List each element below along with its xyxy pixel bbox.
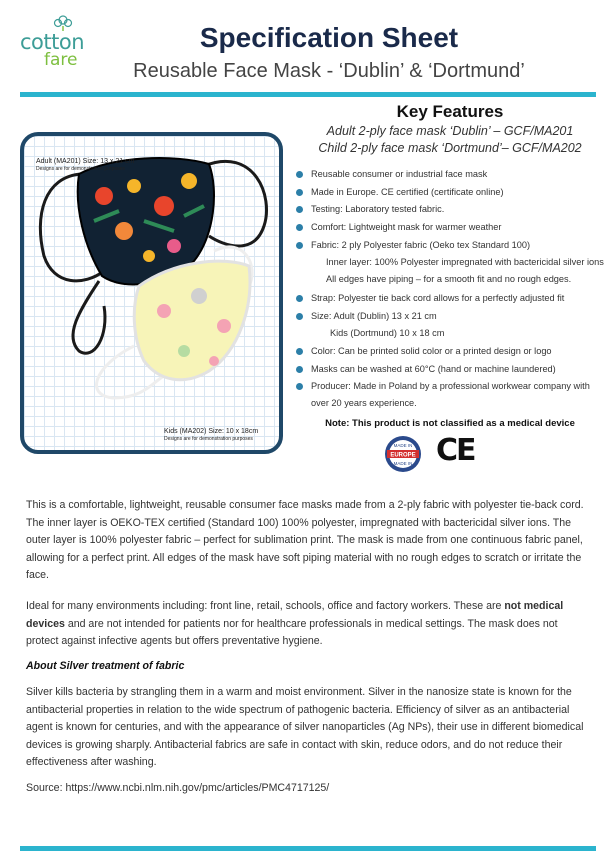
description-paragraph: This is a comfortable, lightweight, reusable consumer face masks made from a 2-ply fabric with polyester tie-back cord. The inner layer is OEKO-TEX certified (Standard 100) 100% polyester, impregnated with bactericidal silver ions. The outer layer is 100% polyester fabric – perfect for sublimation print. The mask is made from one continuous fabric panel, allowing for a perfect print. All edges of the mask have soft piping material with no rough edges to scratch or irritate the face. <box>26 499 584 581</box>
bullet-icon <box>296 295 303 302</box>
bullet-icon <box>296 171 303 178</box>
fabric-inner-layer: Inner layer: 100% Polyester impregnated with bactericidal silver ions <box>326 257 604 267</box>
header-divider <box>20 92 596 97</box>
kids-mask-note: Designs are for demonstration purposes <box>164 436 253 443</box>
fabric-edges: All edges have piping – for a smooth fit and no rough edges. <box>326 274 572 284</box>
badge-mid-text: EUROPE <box>390 452 416 459</box>
silver-paragraph: Silver kills bacteria by strangling them in a warm and moist environment. Silver in the nanosize state is known for the antibacterial properties in relation to the wide spectrum of pathogenic bacteria. Efficiency of silver as an antibacterial agent is known for centuries, and with the appearance of silver nanoparticles (Ag NPs), their use in different biomedical devices is growing sharply. Antibacterial fabrics are safe in contact with skin, reduce odors, and do not reduce their effectiveness after washing. <box>26 686 584 768</box>
size-kids: Kids (Dortmund) 10 x 18 cm <box>330 328 445 338</box>
bullet-icon <box>296 224 303 231</box>
bullet-icon <box>296 383 303 390</box>
silver-heading: About Silver treatment of fabric <box>26 660 185 672</box>
ce-mark: CE <box>436 433 475 468</box>
producer-experience: over 20 years experience. <box>311 398 417 408</box>
usage-paragraph: Ideal for many environments including: front line, retail, schools, office and factory workers. These are not medical devices and are not intended for patients nor for healthcare professionals in medical settings. The mask does not protect against infective agents but offers preventative hygiene. <box>26 600 564 647</box>
bullet-icon <box>296 206 303 213</box>
adult-model-line: Adult 2-ply face mask ‘Dublin’ – GCF/MA201 <box>326 124 574 138</box>
page-subtitle: Reusable Face Mask - ‘Dublin’ & ‘Dortmund’ <box>133 60 525 82</box>
made-in-europe-icon <box>384 435 422 473</box>
logo-text-fare: fare <box>44 50 78 70</box>
adult-mask-note: Designs are for demonstration purposes <box>36 166 125 173</box>
product-photo-frame <box>20 132 283 454</box>
adult-mask-caption: Adult (MA201) Size: 13 x 21 cm <box>36 158 135 165</box>
page-title: Specification Sheet <box>199 22 459 53</box>
not-medical-devices-emphasis: not medical devices <box>26 600 564 630</box>
bullet-icon <box>296 189 303 196</box>
kids-mask-caption: Kids (MA202) Size: 10 x 18cm <box>164 428 259 435</box>
medical-device-note: Note: This product is not classified as a medical device <box>325 418 575 429</box>
bullet-icon <box>296 366 303 373</box>
bullet-icon <box>296 348 303 355</box>
footer-divider <box>20 846 596 851</box>
source-citation: Source: https://www.ncbi.nlm.nih.gov/pmc/articles/PMC4717125/ <box>26 782 330 794</box>
bullet-icon <box>296 242 303 249</box>
face-masks-illustration <box>24 136 279 450</box>
logo-text-cotton: cotton <box>20 30 85 54</box>
made-in-europe-badge <box>384 435 422 473</box>
bullet-icon <box>296 313 303 320</box>
badge-bottom-text: MADE IN <box>393 461 413 466</box>
key-features-title: Key Features <box>396 102 504 121</box>
badge-top-text: MADE IN <box>393 443 413 448</box>
child-model-line: Child 2-ply face mask ‘Dortmund’– GCF/MA202 <box>318 141 582 155</box>
